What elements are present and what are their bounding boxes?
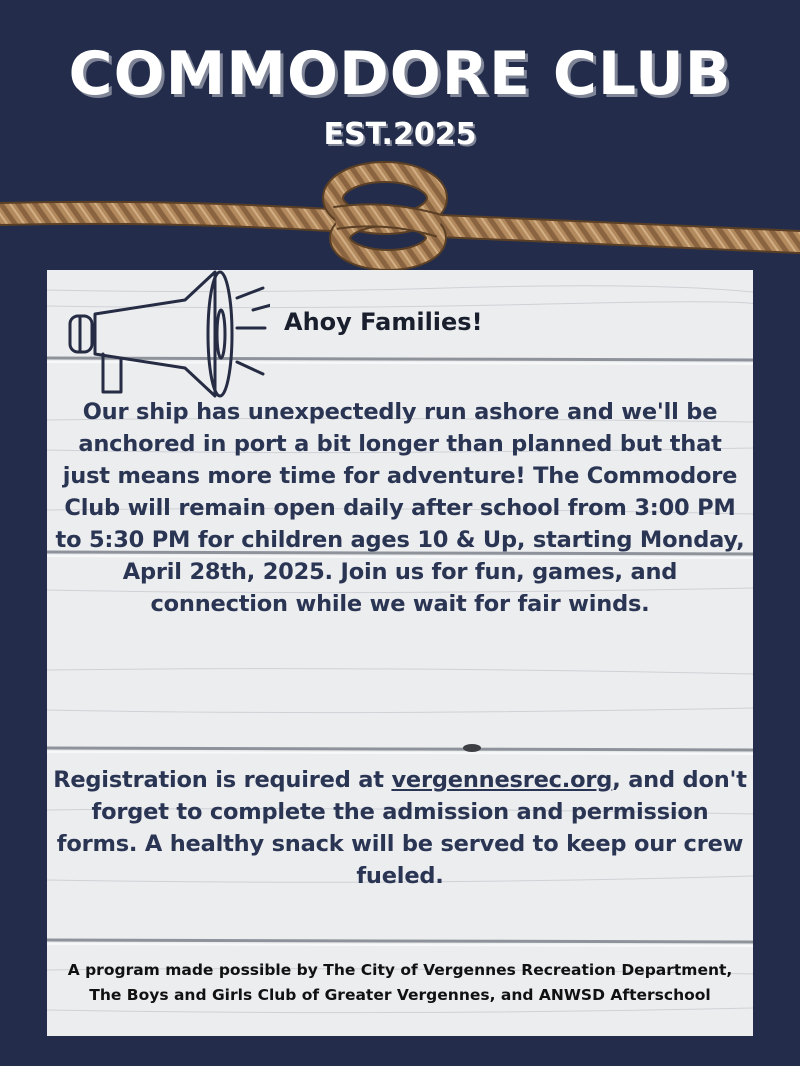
announcement-text: Our ship has unexpectedly run ashore and we'll be anchored in port a bit longer than planned but that just means more time for adventure! The Commodore Club will remain open daily after school from 3:00 PM to 5:30 PM for children ages 10 & Up, starting Monday, April 28th, 2025. Join us for fun, games, and connection while we wait for fair winds.	[55, 399, 745, 617]
registration-text-start: Registration is required at	[53, 767, 392, 793]
registration-text	[53, 764, 747, 892]
header	[0, 0, 800, 180]
established-year: EST.2025	[323, 117, 477, 152]
registration-link[interactable]: vergennesrec.org	[391, 767, 613, 793]
rope-knot-icon	[0, 158, 800, 270]
megaphone-icon	[65, 270, 270, 400]
sponsor-credits: A program made possible by The City of Vergennes Recreation Department, The Boys and Girls Club of Greater Vergennes, and ANWSD Afterschool	[67, 961, 733, 1004]
notice-board	[47, 270, 753, 1036]
club-title: COMMODORE CLUB	[68, 39, 732, 109]
greeting-heading: Ahoy Families!	[284, 308, 483, 336]
registration-text-end: , and don't forget to complete the admission and permission forms. A healthy snack will be served to keep our crew fueled.	[56, 767, 747, 889]
